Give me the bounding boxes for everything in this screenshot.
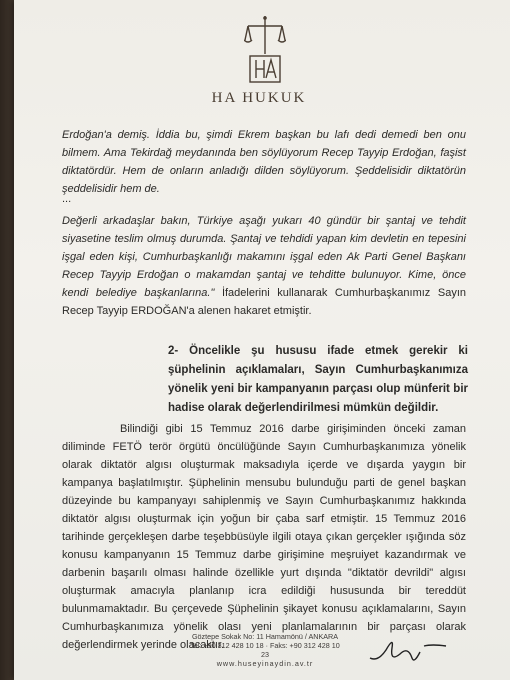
brand-name: [204, 90, 314, 107]
quote-paragraph-2-italic: Değerli arkadaşlar bakın, Türkiye aşağı yukarı 40 gündür bir şantaj ve tehdit siyasetine teslim olmuş durumda. Şantaj ve tehdidi yapan kim devletin en tepesini işgal eden kişi, Cumhurbaşkanlığı makamını işgal eden Ak Parti Genel Başkanı Recep Tayyip Erdoğan o makamdan şantaj ve tehditte bulunuyor. Kime, önce kendi belediye başkanlarına.": [62, 215, 466, 299]
footer-web: www.huseyinaydin.av.tr: [216, 659, 314, 668]
quote-paragraph-2: [62, 212, 466, 320]
footer-phone: Tel: +90 312 428 10 18 · Faks: +90 312 428 10 23: [190, 641, 340, 659]
document-page: [14, 0, 510, 680]
brand-main: HUKUK: [242, 90, 307, 106]
signature-icon: [364, 628, 454, 668]
body-paragraph-3: Bilindiği gibi 15 Temmuz 2016 darbe girişiminden önceki zaman diliminde FETÖ terör örgütü öncülüğünde Sayın Cumhurbaşkanımıza yönelik olarak diktatör algısı oluşturmak maksadıyla içerde ve dışarda yaygın bir kampanya başlatılmıştır. Şüphelinin mensubu bulunduğu parti de genel başkan düzeyinde bu kampanyayı sahiplenmiş ve Sayın Cumhurbaşkanımız hakkında diktatör algısı oluşturmak için yoğun bir çaba sarf etmiştir. 15 Temmuz 2016 tarihinde gerçekleşen darbe teşebbüsüyle ilgili otaya çıkan gerçekler ışığında söz konusu kampanyanın 15 Temmuz darbe girişimine meşruiyet kazandırmak ve darbenin başarılı olması halinde özellikle yurt dışında "diktatör devrildi" algısı oluşturmak amacıyla planlanıp icra edildiği hususunda bir tereddüt bulunmamaktadır. Bu çerçevede Şüphelinin şikayet konusu açıklamalarını, Sayın Cumhurbaşkanımıza yönelik olası yeni planlamalarının bir parçası olarak değerlendirmek yerinde olacaktır.: [62, 423, 466, 651]
quote-paragraph-1: Erdoğan'a demiş. İddia bu, şimdi Ekrem başkan bu lafı dedi demedi ben onu bilmem. Ama Tekirdağ meydanında ben söylüyorum Recep Tayyip Erdoğan, faşist diktatördür. Hem de onların anladığı dilden söylüyorum. Şeddelisidir diktatörün şeddelisidir hem de.: [62, 129, 466, 195]
law-firm-logo-icon: [244, 14, 286, 86]
footer-address: Göztepe Sokak No: 11 Hamamönü / ANKARA: [191, 632, 339, 641]
ellipsis: ...: [62, 193, 72, 205]
footer-contact: [190, 632, 340, 668]
section-heading-2: 2- Öncelikle şu hususu ifade etmek gerekir ki şüphelinin açıklamaları, Sayın Cumhurbaşkanımıza yönelik yeni bir kampanyanın parçası olup münferit bir hadise olarak değerlendirilmesi mümkün değildir.: [168, 345, 468, 414]
brand-prefix: HA: [211, 90, 237, 106]
quote-paragraph-2-statement: İfadelerini kullanarak Cumhurbaşkanımız Sayın Recep Tayyip ERDOĞAN'a alenen hakaret etmiştir.: [62, 287, 466, 317]
